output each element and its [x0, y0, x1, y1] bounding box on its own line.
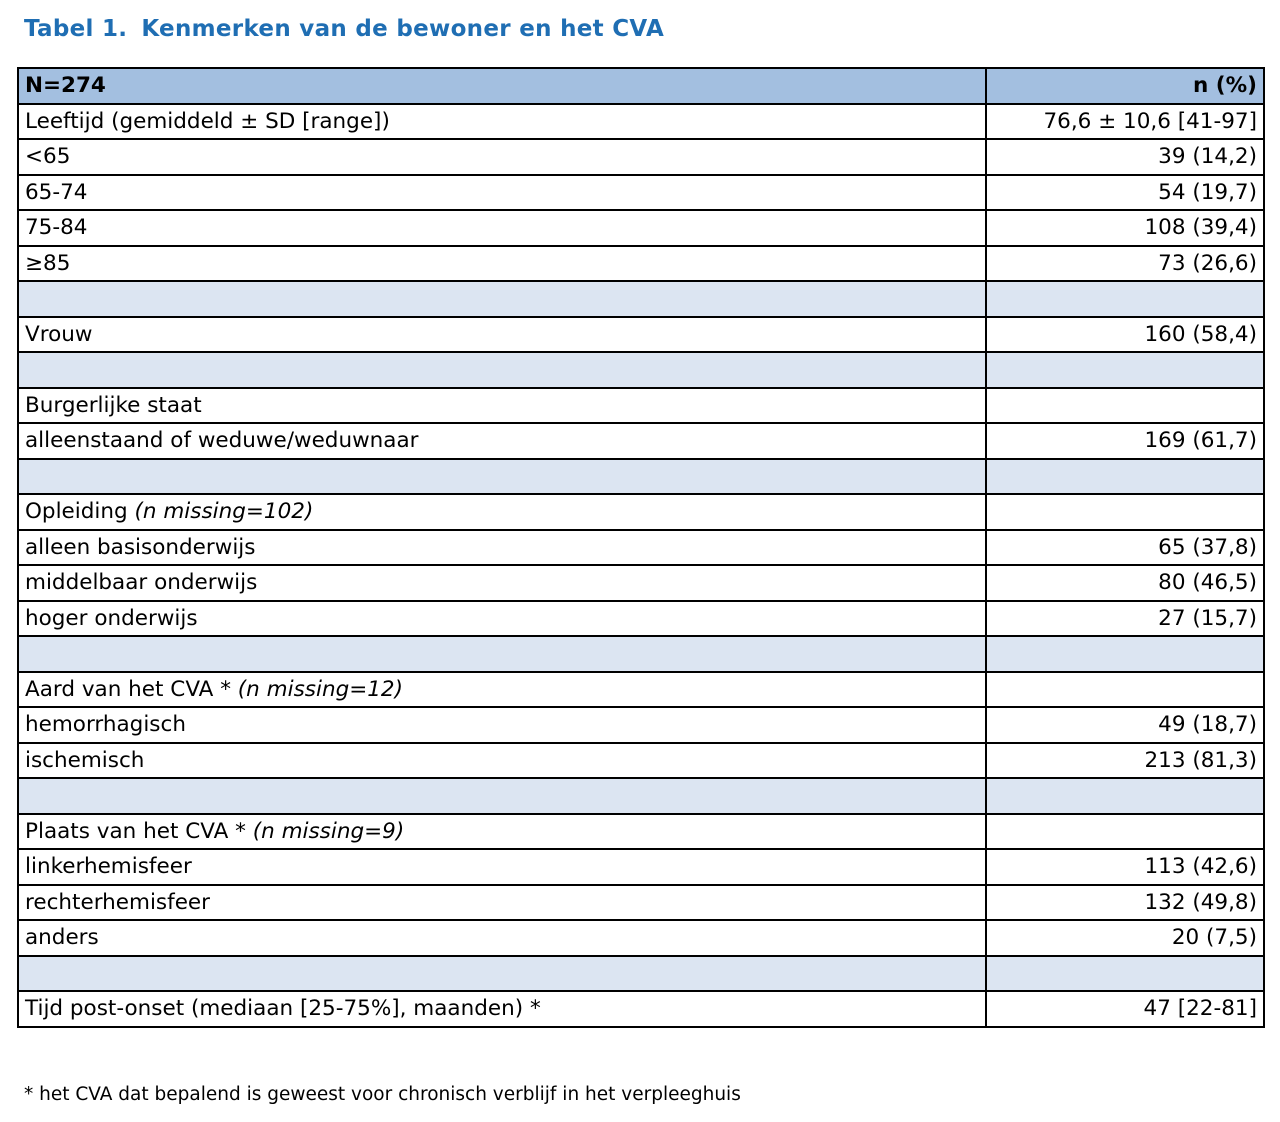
row-value: 47 [22-81] [986, 991, 1264, 1027]
table-row-age-75-84 [18, 210, 1264, 246]
table-row-stroke-location [18, 814, 1264, 850]
spacer-row [18, 459, 1264, 495]
table-row-marital-status [18, 388, 1264, 424]
table-row-education [18, 494, 1264, 530]
table-row-left-hemisphere [18, 849, 1264, 885]
table-title [24, 16, 664, 42]
row-label: ≥85 [18, 246, 986, 282]
row-label: middelbaar onderwijs [18, 565, 986, 601]
missing-note: (n missing=102) [134, 499, 314, 524]
row-label-text: Opleiding [25, 499, 128, 524]
row-value: 73 (26,6) [986, 246, 1264, 282]
row-label [18, 494, 986, 530]
row-label: Tijd post-onset (mediaan [25-75%], maanden) * [18, 991, 986, 1027]
spacer-row [18, 352, 1264, 388]
row-label: linkerhemisfeer [18, 849, 986, 885]
row-value: 27 (15,7) [986, 601, 1264, 637]
table-row-hemorrhagic [18, 707, 1264, 743]
table-row-age-lt65 [18, 139, 1264, 175]
table-row-single-widowed [18, 423, 1264, 459]
row-label: <65 [18, 139, 986, 175]
table-row-right-hemisphere [18, 885, 1264, 921]
row-label [18, 814, 986, 850]
table-row-secondary-education [18, 565, 1264, 601]
row-value [986, 672, 1264, 708]
row-label: Leeftijd (gemiddeld ± SD [range]) [18, 104, 986, 140]
spacer-row [18, 956, 1264, 992]
row-label-text: Plaats van het CVA * [25, 818, 246, 844]
spacer-row [18, 778, 1264, 814]
row-value [986, 814, 1264, 850]
spacer-row [18, 636, 1264, 672]
row-value [986, 388, 1264, 424]
row-label: ischemisch [18, 743, 986, 779]
table-row-primary-education [18, 530, 1264, 566]
row-label: anders [18, 920, 986, 956]
table-row-other-location [18, 920, 1264, 956]
row-value: 213 (81,3) [986, 743, 1264, 779]
row-value: 54 (19,7) [986, 175, 1264, 211]
row-value [986, 494, 1264, 530]
row-value: 65 (37,8) [986, 530, 1264, 566]
header-value: n (%) [986, 68, 1264, 104]
row-label: alleen basisonderwijs [18, 530, 986, 566]
row-label: hemorrhagisch [18, 707, 986, 743]
row-label: Vrouw [18, 317, 986, 353]
table-caption: Kenmerken van de bewoner en het CVA [141, 16, 665, 42]
table-footnote: * het CVA dat bepalend is geweest voor chronisch verblijf in het verpleeghuis [24, 1084, 741, 1105]
row-label: alleenstaand of weduwe/weduwnaar [18, 423, 986, 459]
row-label: rechterhemisfeer [18, 885, 986, 921]
row-value: 132 (49,8) [986, 885, 1264, 921]
characteristics-table [17, 67, 1265, 1028]
header-label: N=274 [18, 68, 986, 104]
table-header-row [18, 68, 1264, 104]
row-value: 113 (42,6) [986, 849, 1264, 885]
row-value: 169 (61,7) [986, 423, 1264, 459]
row-value: 20 (7,5) [986, 920, 1264, 956]
row-value: 49 (18,7) [986, 707, 1264, 743]
table-number: Tabel 1. [24, 16, 128, 42]
table-row-time-post-onset [18, 991, 1264, 1027]
row-value: 39 (14,2) [986, 139, 1264, 175]
row-label: 65-74 [18, 175, 986, 211]
table-row-age-65-74 [18, 175, 1264, 211]
table-row-ischemic [18, 743, 1264, 779]
table-row-female [18, 317, 1264, 353]
row-label: hoger onderwijs [18, 601, 986, 637]
spacer-row [18, 281, 1264, 317]
table-row-age-ge85 [18, 246, 1264, 282]
row-value: 160 (58,4) [986, 317, 1264, 353]
row-value: 80 (46,5) [986, 565, 1264, 601]
missing-note: (n missing=9) [252, 818, 405, 844]
row-value: 108 (39,4) [986, 210, 1264, 246]
table-row-stroke-type [18, 672, 1264, 708]
row-value: 76,6 ± 10,6 [41-97] [986, 104, 1264, 140]
row-label [18, 672, 986, 708]
row-label: 75-84 [18, 210, 986, 246]
table-row-age [18, 104, 1264, 140]
table-row-higher-education [18, 601, 1264, 637]
row-label: Burgerlijke staat [18, 388, 986, 424]
row-label-text: Aard van het CVA * [25, 676, 231, 702]
missing-note: (n missing=12) [237, 676, 403, 702]
